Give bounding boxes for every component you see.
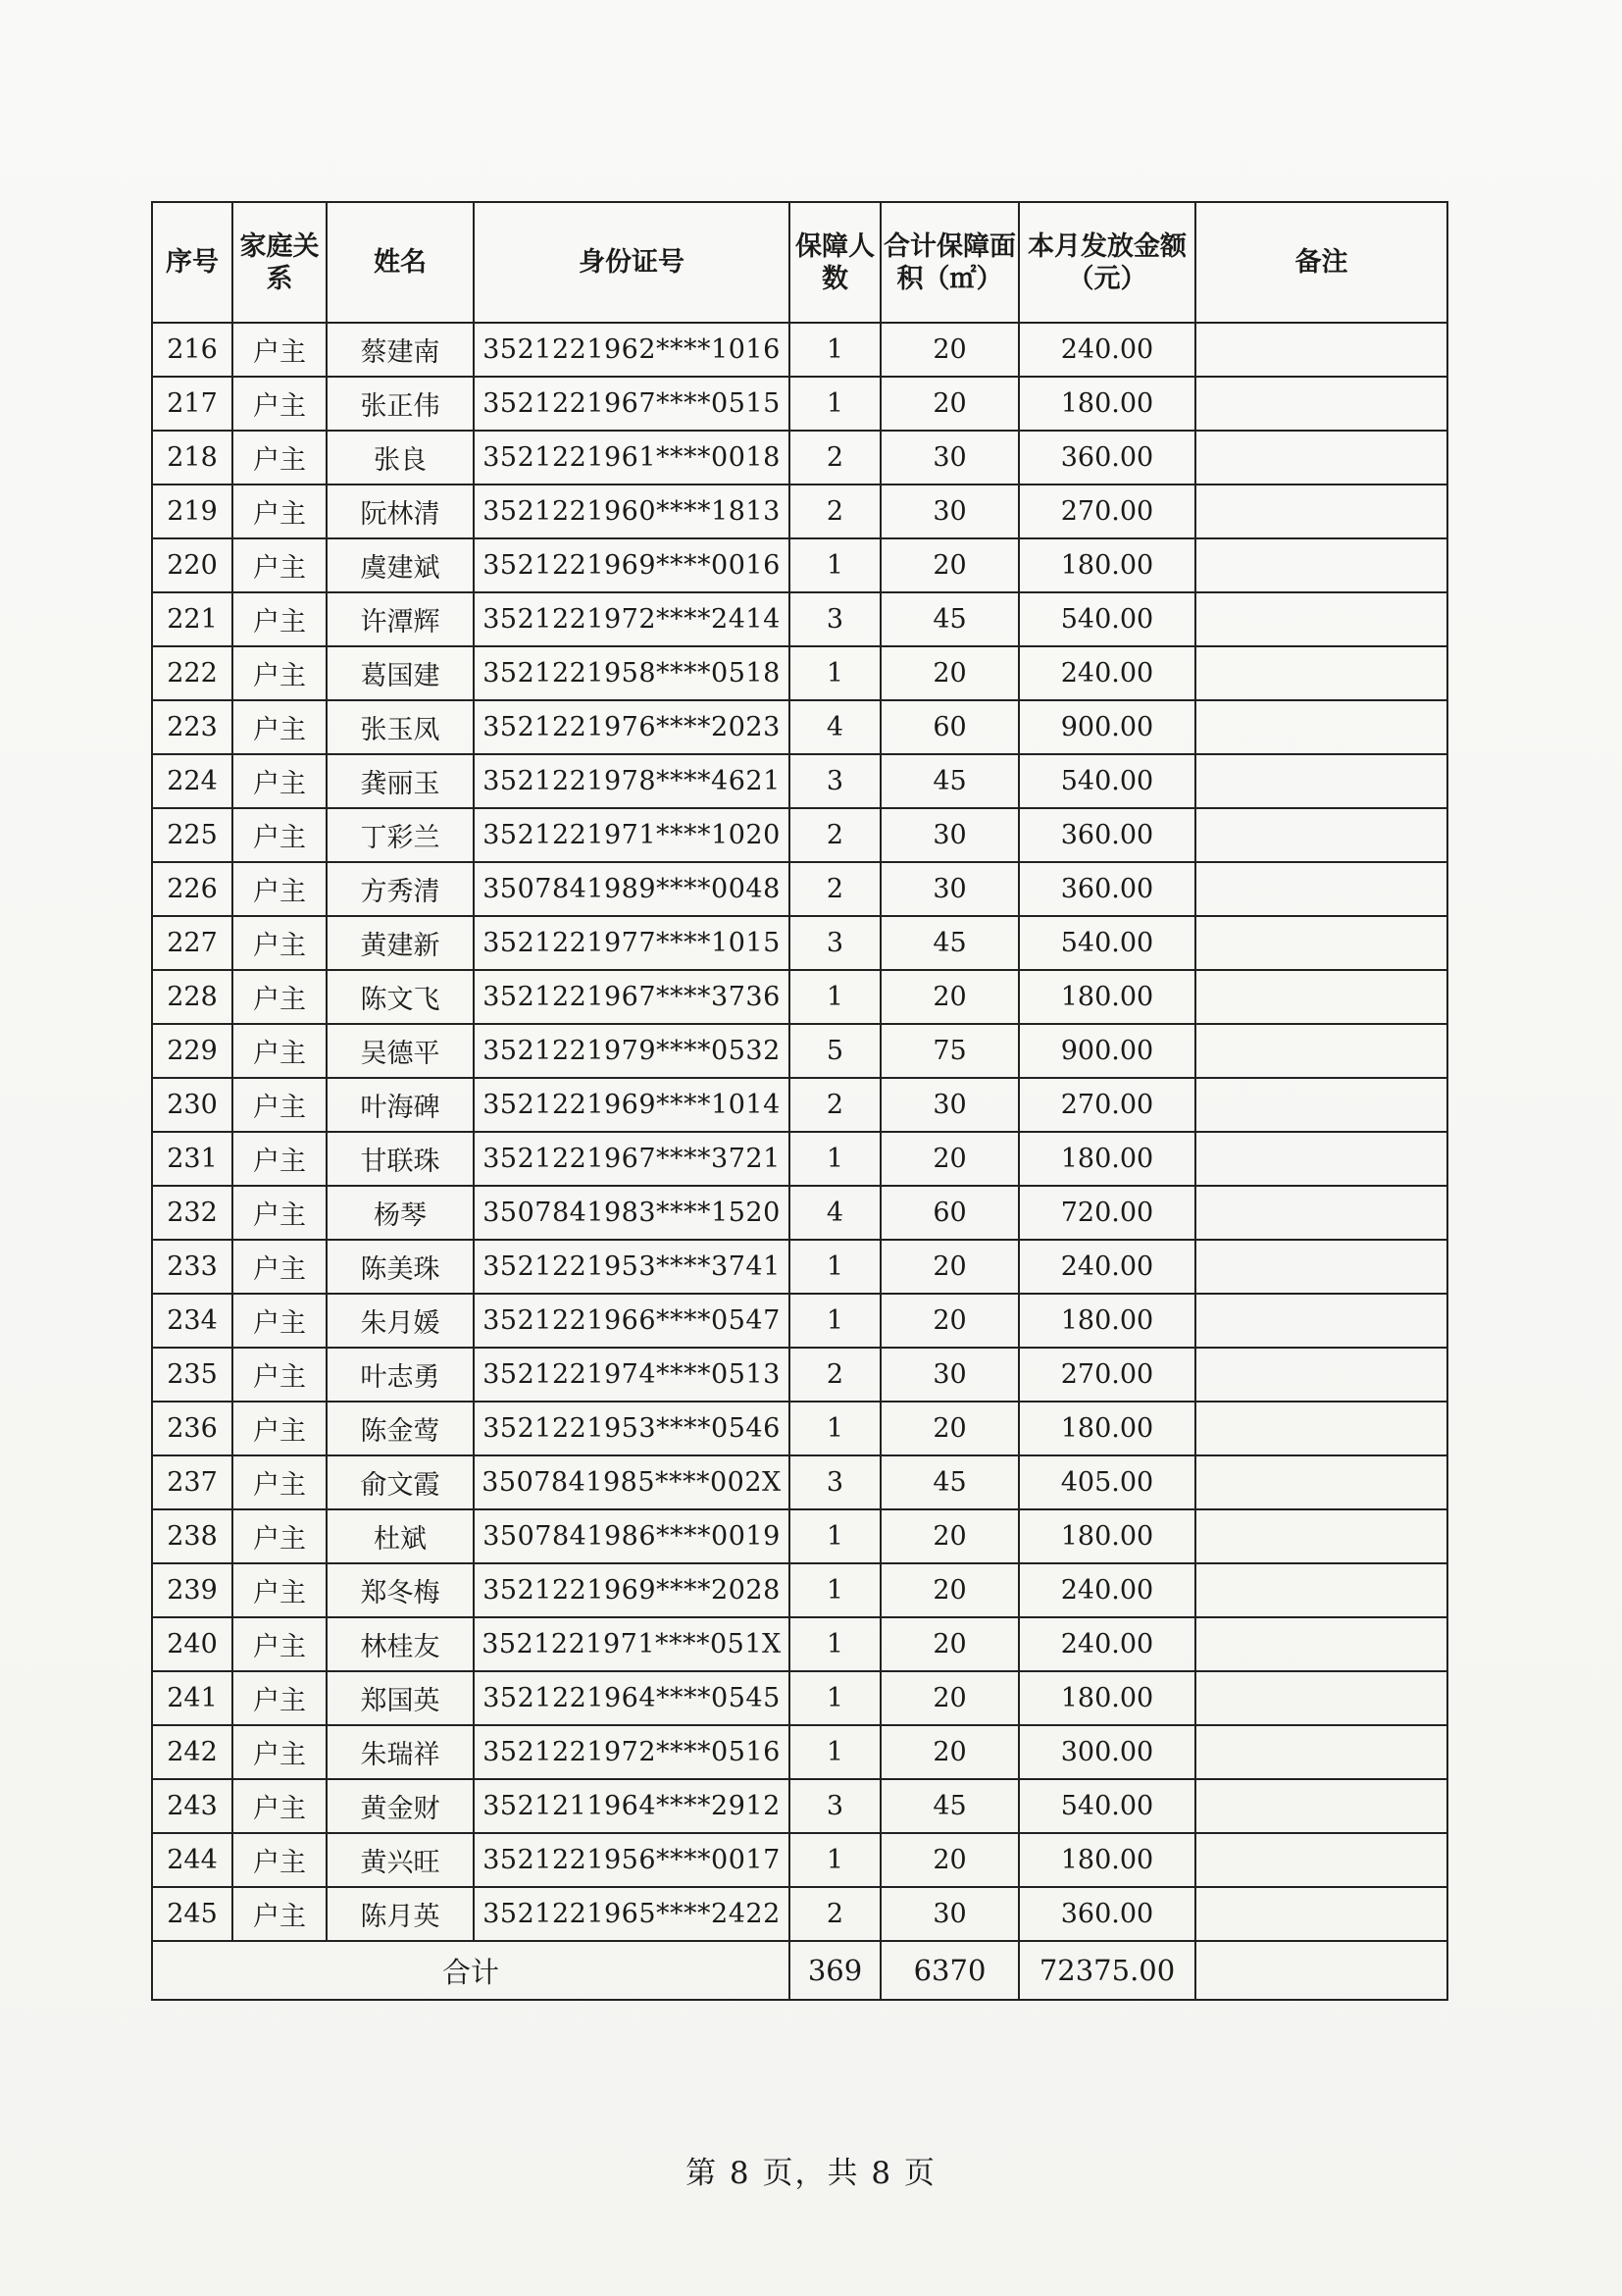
- table-row: [152, 1617, 1447, 1671]
- cell-amount: 360.00: [1019, 431, 1195, 485]
- cell-persons: 3: [789, 1455, 881, 1509]
- cell-remark: [1195, 1024, 1447, 1078]
- cell-persons: 1: [789, 1671, 881, 1725]
- table-row: [152, 1132, 1447, 1186]
- cell-amount: 180.00: [1019, 1294, 1195, 1348]
- cell-persons: 2: [789, 431, 881, 485]
- cell-amount: 540.00: [1019, 754, 1195, 808]
- cell-area: 20: [881, 323, 1019, 377]
- cell-area: 20: [881, 1833, 1019, 1887]
- cell-name: 虞建斌: [327, 538, 474, 592]
- cell-seq: 228: [152, 970, 232, 1024]
- cell-name: 黄建新: [327, 916, 474, 970]
- cell-id: 3521221967****0515: [474, 377, 789, 431]
- cell-area: 45: [881, 1779, 1019, 1833]
- cell-amount: 180.00: [1019, 377, 1195, 431]
- cell-relation: 户主: [232, 1186, 327, 1240]
- cell-seq: 244: [152, 1833, 232, 1887]
- cell-remark: [1195, 916, 1447, 970]
- cell-name: 俞文霞: [327, 1455, 474, 1509]
- cell-persons: 1: [789, 970, 881, 1024]
- cell-persons: 2: [789, 1887, 881, 1941]
- cell-persons: 3: [789, 754, 881, 808]
- header-relation: 家庭关系: [232, 202, 327, 323]
- cell-remark: [1195, 1078, 1447, 1132]
- cell-area: 20: [881, 1617, 1019, 1671]
- cell-name: 郑国英: [327, 1671, 474, 1725]
- cell-area: 30: [881, 485, 1019, 538]
- cell-area: 20: [881, 1132, 1019, 1186]
- cell-area: 20: [881, 1294, 1019, 1348]
- cell-remark: [1195, 1294, 1447, 1348]
- cell-remark: [1195, 1617, 1447, 1671]
- header-area: 合计保障面积（㎡）: [881, 202, 1019, 323]
- cell-amount: 240.00: [1019, 646, 1195, 700]
- cell-area: 20: [881, 646, 1019, 700]
- cell-remark: [1195, 1240, 1447, 1294]
- header-seq: 序号: [152, 202, 232, 323]
- table-row: [152, 1348, 1447, 1402]
- cell-relation: 户主: [232, 1617, 327, 1671]
- cell-remark: [1195, 431, 1447, 485]
- table-row: [152, 1455, 1447, 1509]
- cell-relation: 户主: [232, 1402, 327, 1455]
- table-row: [152, 1725, 1447, 1779]
- cell-relation: 户主: [232, 1725, 327, 1779]
- cell-amount: 270.00: [1019, 485, 1195, 538]
- cell-relation: 户主: [232, 1024, 327, 1078]
- cell-seq: 227: [152, 916, 232, 970]
- cell-area: 45: [881, 592, 1019, 646]
- cell-persons: 1: [789, 1833, 881, 1887]
- cell-id: 3521221972****2414: [474, 592, 789, 646]
- cell-persons: 3: [789, 1779, 881, 1833]
- cell-amount: 360.00: [1019, 862, 1195, 916]
- cell-remark: [1195, 323, 1447, 377]
- cell-id: 3521221978****4621: [474, 754, 789, 808]
- table-row: [152, 323, 1447, 377]
- cell-relation: 户主: [232, 1455, 327, 1509]
- cell-persons: 1: [789, 1402, 881, 1455]
- cell-area: 30: [881, 1078, 1019, 1132]
- cell-area: 20: [881, 1509, 1019, 1563]
- cell-name: 龚丽玉: [327, 754, 474, 808]
- table-row: [152, 1402, 1447, 1455]
- cell-name: 阮林清: [327, 485, 474, 538]
- cell-id: 3521221969****0016: [474, 538, 789, 592]
- cell-name: 方秀清: [327, 862, 474, 916]
- header-remark: 备注: [1195, 202, 1447, 323]
- cell-seq: 242: [152, 1725, 232, 1779]
- cell-id: 3521221961****0018: [474, 431, 789, 485]
- table-row: [152, 1779, 1447, 1833]
- cell-persons: 2: [789, 862, 881, 916]
- cell-relation: 户主: [232, 1671, 327, 1725]
- cell-relation: 户主: [232, 1563, 327, 1617]
- cell-persons: 1: [789, 1132, 881, 1186]
- cell-name: 叶海碑: [327, 1078, 474, 1132]
- cell-relation: 户主: [232, 485, 327, 538]
- cell-amount: 900.00: [1019, 700, 1195, 754]
- cell-area: 75: [881, 1024, 1019, 1078]
- table-row: [152, 592, 1447, 646]
- cell-remark: [1195, 377, 1447, 431]
- cell-persons: 1: [789, 1294, 881, 1348]
- cell-name: 蔡建南: [327, 323, 474, 377]
- cell-seq: 240: [152, 1617, 232, 1671]
- cell-amount: 180.00: [1019, 538, 1195, 592]
- cell-name: 葛国建: [327, 646, 474, 700]
- cell-persons: 2: [789, 1078, 881, 1132]
- table-row: [152, 1078, 1447, 1132]
- cell-persons: 1: [789, 1563, 881, 1617]
- header-id: 身份证号: [474, 202, 789, 323]
- table-row: [152, 538, 1447, 592]
- cell-seq: 217: [152, 377, 232, 431]
- cell-seq: 229: [152, 1024, 232, 1078]
- cell-area: 30: [881, 808, 1019, 862]
- cell-seq: 222: [152, 646, 232, 700]
- cell-seq: 245: [152, 1887, 232, 1941]
- cell-persons: 3: [789, 592, 881, 646]
- cell-remark: [1195, 1725, 1447, 1779]
- cell-name: 郑冬梅: [327, 1563, 474, 1617]
- cell-id: 3521221966****0547: [474, 1294, 789, 1348]
- cell-seq: 235: [152, 1348, 232, 1402]
- cell-amount: 405.00: [1019, 1455, 1195, 1509]
- cell-area: 30: [881, 431, 1019, 485]
- table-header-row: [152, 202, 1447, 323]
- cell-area: 20: [881, 1240, 1019, 1294]
- cell-name: 杜斌: [327, 1509, 474, 1563]
- table-row: [152, 1671, 1447, 1725]
- cell-id: 3521221977****1015: [474, 916, 789, 970]
- cell-area: 20: [881, 377, 1019, 431]
- cell-area: 20: [881, 1563, 1019, 1617]
- page-number: 第 8 页，共 8 页: [685, 2156, 937, 2191]
- cell-amount: 240.00: [1019, 1563, 1195, 1617]
- cell-relation: 户主: [232, 1294, 327, 1348]
- cell-persons: 2: [789, 808, 881, 862]
- cell-remark: [1195, 1671, 1447, 1725]
- cell-persons: 2: [789, 485, 881, 538]
- header-persons: 保障人数: [789, 202, 881, 323]
- cell-remark: [1195, 700, 1447, 754]
- cell-remark: [1195, 808, 1447, 862]
- cell-id: 3521221971****051X: [474, 1617, 789, 1671]
- cell-relation: 户主: [232, 862, 327, 916]
- cell-relation: 户主: [232, 377, 327, 431]
- cell-seq: 239: [152, 1563, 232, 1617]
- cell-amount: 240.00: [1019, 1617, 1195, 1671]
- cell-amount: 240.00: [1019, 1240, 1195, 1294]
- cell-name: 吴德平: [327, 1024, 474, 1078]
- cell-amount: 300.00: [1019, 1725, 1195, 1779]
- table-row: [152, 377, 1447, 431]
- table-row: [152, 1887, 1447, 1941]
- cell-persons: 1: [789, 377, 881, 431]
- cell-amount: 720.00: [1019, 1186, 1195, 1240]
- cell-area: 20: [881, 970, 1019, 1024]
- cell-id: 3521221972****0516: [474, 1725, 789, 1779]
- cell-relation: 户主: [232, 1240, 327, 1294]
- header-name: 姓名: [327, 202, 474, 323]
- cell-persons: 1: [789, 1509, 881, 1563]
- cell-amount: 180.00: [1019, 1671, 1195, 1725]
- cell-relation: 户主: [232, 970, 327, 1024]
- cell-area: 30: [881, 1887, 1019, 1941]
- cell-id: 3521221956****0017: [474, 1833, 789, 1887]
- table-row: [152, 1186, 1447, 1240]
- header-amount: 本月发放金额（元）: [1019, 202, 1195, 323]
- cell-id: 3521221969****1014: [474, 1078, 789, 1132]
- cell-relation: 户主: [232, 1833, 327, 1887]
- total-row: [152, 1941, 1447, 2000]
- cell-area: 45: [881, 1455, 1019, 1509]
- cell-id: 3521221965****2422: [474, 1887, 789, 1941]
- table-row: [152, 431, 1447, 485]
- table-row: [152, 1024, 1447, 1078]
- cell-remark: [1195, 1509, 1447, 1563]
- cell-area: 30: [881, 1348, 1019, 1402]
- cell-seq: 219: [152, 485, 232, 538]
- cell-seq: 234: [152, 1294, 232, 1348]
- cell-seq: 230: [152, 1078, 232, 1132]
- cell-relation: 户主: [232, 323, 327, 377]
- cell-amount: 180.00: [1019, 1132, 1195, 1186]
- cell-remark: [1195, 1887, 1447, 1941]
- cell-name: 朱月媛: [327, 1294, 474, 1348]
- cell-amount: 900.00: [1019, 1024, 1195, 1078]
- cell-seq: 243: [152, 1779, 232, 1833]
- cell-remark: [1195, 1348, 1447, 1402]
- table-row: [152, 808, 1447, 862]
- cell-relation: 户主: [232, 1078, 327, 1132]
- cell-amount: 360.00: [1019, 1887, 1195, 1941]
- cell-relation: 户主: [232, 1509, 327, 1563]
- cell-seq: 216: [152, 323, 232, 377]
- cell-remark: [1195, 1132, 1447, 1186]
- cell-id: 3521221969****2028: [474, 1563, 789, 1617]
- cell-remark: [1195, 485, 1447, 538]
- cell-id: 3507841989****0048: [474, 862, 789, 916]
- table-row: [152, 700, 1447, 754]
- cell-relation: 户主: [232, 1887, 327, 1941]
- cell-id: 3521221960****1813: [474, 485, 789, 538]
- cell-amount: 180.00: [1019, 1833, 1195, 1887]
- table-row: [152, 862, 1447, 916]
- table-row: [152, 646, 1447, 700]
- cell-amount: 540.00: [1019, 1779, 1195, 1833]
- cell-id: 3521221962****1016: [474, 323, 789, 377]
- cell-id: 3521221958****0518: [474, 646, 789, 700]
- total-label: 合计: [152, 1941, 789, 2000]
- cell-seq: 241: [152, 1671, 232, 1725]
- cell-persons: 1: [789, 323, 881, 377]
- cell-persons: 1: [789, 1240, 881, 1294]
- cell-amount: 240.00: [1019, 323, 1195, 377]
- total-area: 6370: [881, 1941, 1019, 2000]
- cell-area: 20: [881, 1725, 1019, 1779]
- cell-seq: 233: [152, 1240, 232, 1294]
- cell-seq: 221: [152, 592, 232, 646]
- table-body: [152, 323, 1447, 1941]
- cell-name: 陈文飞: [327, 970, 474, 1024]
- cell-remark: [1195, 970, 1447, 1024]
- cell-amount: 180.00: [1019, 1509, 1195, 1563]
- cell-persons: 1: [789, 646, 881, 700]
- table-row: [152, 1240, 1447, 1294]
- cell-amount: 540.00: [1019, 592, 1195, 646]
- cell-remark: [1195, 538, 1447, 592]
- table-row: [152, 970, 1447, 1024]
- cell-remark: [1195, 1455, 1447, 1509]
- cell-remark: [1195, 1402, 1447, 1455]
- cell-relation: 户主: [232, 1132, 327, 1186]
- cell-name: 叶志勇: [327, 1348, 474, 1402]
- cell-name: 陈美珠: [327, 1240, 474, 1294]
- cell-remark: [1195, 1779, 1447, 1833]
- total-remark: [1195, 1941, 1447, 2000]
- cell-area: 60: [881, 700, 1019, 754]
- cell-relation: 户主: [232, 808, 327, 862]
- cell-amount: 180.00: [1019, 1402, 1195, 1455]
- cell-amount: 540.00: [1019, 916, 1195, 970]
- cell-amount: 270.00: [1019, 1078, 1195, 1132]
- cell-seq: 226: [152, 862, 232, 916]
- cell-relation: 户主: [232, 592, 327, 646]
- cell-relation: 户主: [232, 754, 327, 808]
- table-row: [152, 1509, 1447, 1563]
- total-persons: 369: [789, 1941, 881, 2000]
- table-row: [152, 754, 1447, 808]
- cell-remark: [1195, 646, 1447, 700]
- cell-id: 3507841986****0019: [474, 1509, 789, 1563]
- cell-amount: 180.00: [1019, 970, 1195, 1024]
- cell-name: 陈金莺: [327, 1402, 474, 1455]
- cell-remark: [1195, 1563, 1447, 1617]
- cell-name: 杨琴: [327, 1186, 474, 1240]
- cell-seq: 225: [152, 808, 232, 862]
- cell-remark: [1195, 1833, 1447, 1887]
- table-row: [152, 1833, 1447, 1887]
- cell-persons: 2: [789, 1348, 881, 1402]
- cell-area: 20: [881, 538, 1019, 592]
- cell-id: 3521211964****2912: [474, 1779, 789, 1833]
- table-row: [152, 916, 1447, 970]
- cell-persons: 5: [789, 1024, 881, 1078]
- cell-seq: 236: [152, 1402, 232, 1455]
- cell-id: 3521221976****2023: [474, 700, 789, 754]
- total-amount: 72375.00: [1019, 1941, 1195, 2000]
- cell-id: 3521221953****3741: [474, 1240, 789, 1294]
- cell-id: 3521221967****3736: [474, 970, 789, 1024]
- cell-relation: 户主: [232, 538, 327, 592]
- cell-id: 3521221964****0545: [474, 1671, 789, 1725]
- cell-amount: 270.00: [1019, 1348, 1195, 1402]
- allowance-roster-table: [151, 201, 1448, 2001]
- cell-seq: 232: [152, 1186, 232, 1240]
- cell-name: 黄兴旺: [327, 1833, 474, 1887]
- cell-id: 3507841983****1520: [474, 1186, 789, 1240]
- table-row: [152, 1294, 1447, 1348]
- cell-name: 张良: [327, 431, 474, 485]
- cell-remark: [1195, 862, 1447, 916]
- cell-id: 3521221971****1020: [474, 808, 789, 862]
- cell-persons: 4: [789, 700, 881, 754]
- cell-remark: [1195, 1186, 1447, 1240]
- cell-id: 3521221953****0546: [474, 1402, 789, 1455]
- cell-area: 20: [881, 1402, 1019, 1455]
- table-row: [152, 1563, 1447, 1617]
- cell-name: 丁彩兰: [327, 808, 474, 862]
- cell-id: 3521221979****0532: [474, 1024, 789, 1078]
- cell-id: 3507841985****002X: [474, 1455, 789, 1509]
- cell-area: 20: [881, 1671, 1019, 1725]
- cell-area: 45: [881, 916, 1019, 970]
- cell-relation: 户主: [232, 1348, 327, 1402]
- cell-seq: 238: [152, 1509, 232, 1563]
- cell-seq: 231: [152, 1132, 232, 1186]
- cell-relation: 户主: [232, 1779, 327, 1833]
- cell-seq: 223: [152, 700, 232, 754]
- cell-id: 3521221967****3721: [474, 1132, 789, 1186]
- cell-seq: 218: [152, 431, 232, 485]
- cell-persons: 4: [789, 1186, 881, 1240]
- cell-id: 3521221974****0513: [474, 1348, 789, 1402]
- cell-name: 林桂友: [327, 1617, 474, 1671]
- cell-area: 30: [881, 862, 1019, 916]
- cell-remark: [1195, 754, 1447, 808]
- cell-remark: [1195, 592, 1447, 646]
- cell-relation: 户主: [232, 431, 327, 485]
- cell-name: 黄金财: [327, 1779, 474, 1833]
- cell-relation: 户主: [232, 646, 327, 700]
- cell-area: 45: [881, 754, 1019, 808]
- cell-seq: 224: [152, 754, 232, 808]
- cell-name: 张正伟: [327, 377, 474, 431]
- cell-seq: 220: [152, 538, 232, 592]
- cell-name: 朱瑞祥: [327, 1725, 474, 1779]
- cell-persons: 1: [789, 1617, 881, 1671]
- cell-seq: 237: [152, 1455, 232, 1509]
- cell-name: 许潭辉: [327, 592, 474, 646]
- cell-persons: 3: [789, 916, 881, 970]
- cell-relation: 户主: [232, 916, 327, 970]
- table-row: [152, 485, 1447, 538]
- cell-persons: 1: [789, 538, 881, 592]
- cell-relation: 户主: [232, 700, 327, 754]
- cell-persons: 1: [789, 1725, 881, 1779]
- cell-amount: 360.00: [1019, 808, 1195, 862]
- cell-area: 60: [881, 1186, 1019, 1240]
- cell-name: 陈月英: [327, 1887, 474, 1941]
- cell-name: 甘联珠: [327, 1132, 474, 1186]
- cell-name: 张玉凤: [327, 700, 474, 754]
